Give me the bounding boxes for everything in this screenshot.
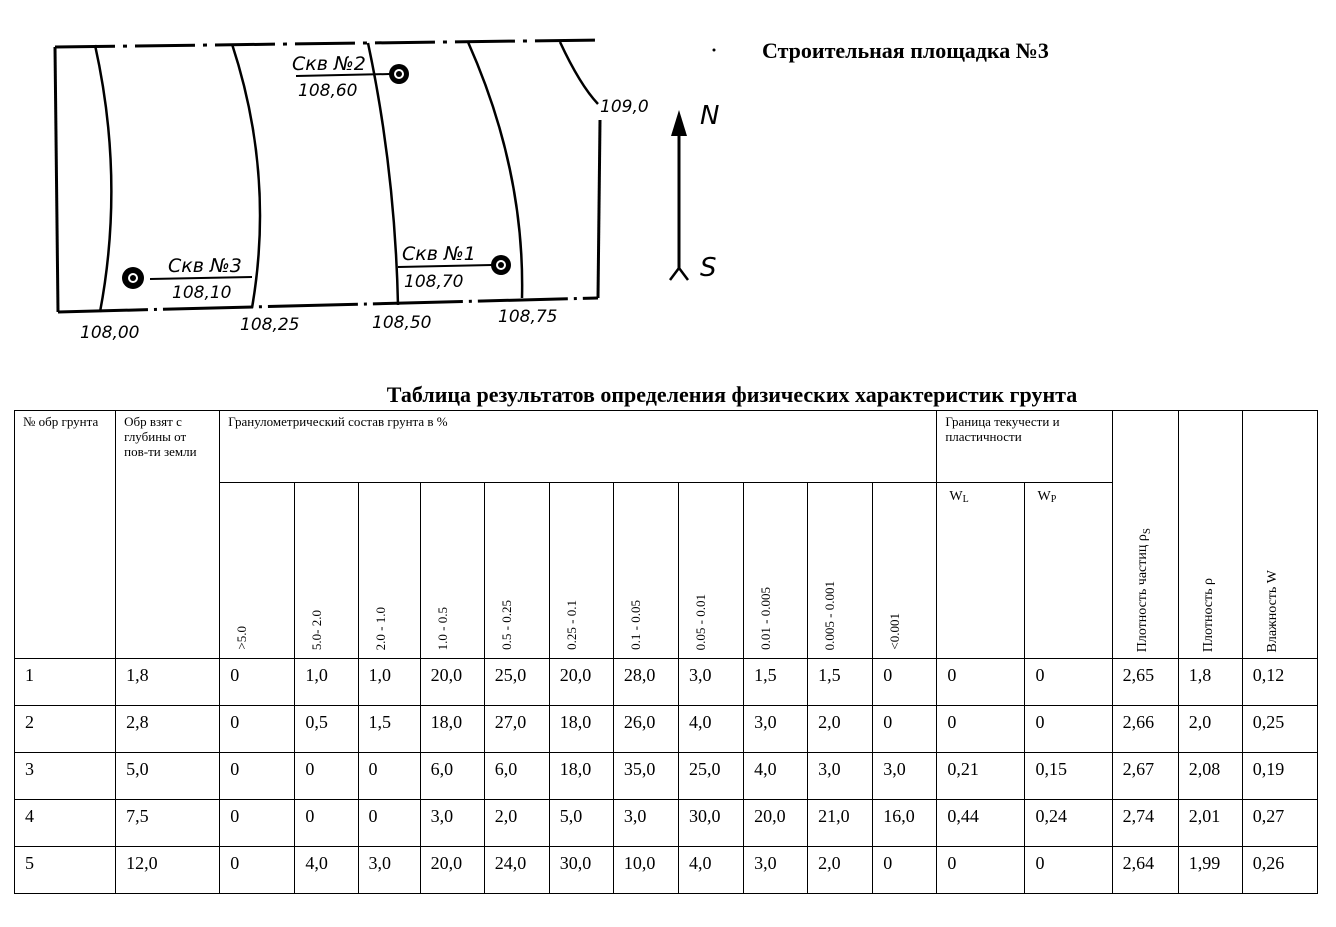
particle-density-sub: S xyxy=(1140,527,1153,534)
table-cell: 27,0 xyxy=(484,706,549,753)
table-cell: 2,0 xyxy=(808,706,873,753)
table-row xyxy=(15,659,1318,706)
table-cell: 1 xyxy=(15,659,116,706)
table-cell: 4 xyxy=(15,800,116,847)
table-cell: 18,0 xyxy=(420,706,484,753)
table-cell: 20,0 xyxy=(420,847,484,894)
table-cell: 1,8 xyxy=(116,659,220,706)
contour-108-00 xyxy=(95,45,111,312)
contour-label-108-00: 108,00 xyxy=(80,323,140,343)
table-cell: 4,0 xyxy=(678,706,743,753)
compass-south: S xyxy=(700,253,717,283)
table-cell: 21,0 xyxy=(808,800,873,847)
table-cell: 1,0 xyxy=(295,659,358,706)
plan-border-left xyxy=(55,47,58,312)
compass-north: N xyxy=(700,101,720,131)
fraction-header: 1.0 - 0.5 xyxy=(420,483,484,659)
density-label: Плотность ρ xyxy=(1200,577,1216,652)
table-cell: 3,0 xyxy=(873,753,937,800)
fraction-header: 0.1 - 0.05 xyxy=(613,483,678,659)
table-cell: 3,0 xyxy=(744,847,808,894)
table-cell: 2,8 xyxy=(116,706,220,753)
table-cell: 2,08 xyxy=(1178,753,1242,800)
borehole-1-name: Скв №1 xyxy=(402,243,476,265)
table-cell: 1,5 xyxy=(744,659,808,706)
table-cell: 1,8 xyxy=(1178,659,1242,706)
table-cell: 12,0 xyxy=(116,847,220,894)
table-cell: 6,0 xyxy=(484,753,549,800)
table-cell: 0,24 xyxy=(1025,800,1112,847)
table-cell: 30,0 xyxy=(549,847,613,894)
table-cell: 4,0 xyxy=(678,847,743,894)
table-cell: 18,0 xyxy=(549,706,613,753)
table-cell: 0,25 xyxy=(1242,706,1317,753)
table-cell: 0 xyxy=(937,847,1025,894)
table-cell: 5,0 xyxy=(116,753,220,800)
table-cell: 2,65 xyxy=(1112,659,1178,706)
fraction-header: 0.05 - 0.01 xyxy=(678,483,743,659)
table-cell: 0 xyxy=(1025,659,1112,706)
table-cell: 5 xyxy=(15,847,116,894)
table-cell: 0 xyxy=(358,800,420,847)
header-wp: $W_P$ xyxy=(1025,483,1112,659)
borehole-3-name: Скв №3 xyxy=(168,255,242,277)
contour-label-108-25: 108,25 xyxy=(240,315,300,335)
table-row xyxy=(15,847,1318,894)
fraction-header: 2.0 - 1.0 xyxy=(358,483,420,659)
table-row xyxy=(15,753,1318,800)
fraction-header: >5.0 xyxy=(220,483,295,659)
header-depth: Обр взят с глубины от пов-ти земли xyxy=(116,411,220,659)
table-cell: 0 xyxy=(220,706,295,753)
table-cell: 1,5 xyxy=(808,659,873,706)
contour-label-108-50: 108,50 xyxy=(372,313,432,333)
table-cell: 28,0 xyxy=(613,659,678,706)
table-cell: 35,0 xyxy=(613,753,678,800)
contour-label-109-0: 109,0 xyxy=(600,97,649,117)
header-moisture xyxy=(1242,411,1317,659)
fraction-header: 0.01 - 0.005 xyxy=(744,483,808,659)
compass-arrowhead xyxy=(671,110,687,136)
fraction-header: 5.0- 2.0 xyxy=(295,483,358,659)
table-cell: 2,01 xyxy=(1178,800,1242,847)
table-cell: 5,0 xyxy=(549,800,613,847)
table-cell: 6,0 xyxy=(420,753,484,800)
table-cell: 2,0 xyxy=(1178,706,1242,753)
table-cell: 26,0 xyxy=(613,706,678,753)
particle-density-label: Плотность частиц ρ xyxy=(1134,533,1150,652)
table-row xyxy=(15,706,1318,753)
header-particle-density xyxy=(1112,411,1178,659)
table-cell: 0 xyxy=(937,659,1025,706)
table-cell: 0,44 xyxy=(937,800,1025,847)
header-density xyxy=(1178,411,1242,659)
moisture-label: Влажность W xyxy=(1264,569,1280,652)
table-cell: 0 xyxy=(358,753,420,800)
table-cell: 2,0 xyxy=(484,800,549,847)
fraction-header: 0.25 - 0.1 xyxy=(549,483,613,659)
table-cell: 3,0 xyxy=(808,753,873,800)
table-cell: 20,0 xyxy=(420,659,484,706)
table-cell: 3,0 xyxy=(358,847,420,894)
table-cell: 2,74 xyxy=(1112,800,1178,847)
table-cell: 0,26 xyxy=(1242,847,1317,894)
table-cell: 0,27 xyxy=(1242,800,1317,847)
table-cell: 0 xyxy=(220,659,295,706)
table-cell: 0,19 xyxy=(1242,753,1317,800)
table-cell: 0 xyxy=(295,753,358,800)
table-cell: 2,0 xyxy=(808,847,873,894)
table-cell: 2,67 xyxy=(1112,753,1178,800)
table-cell: 0,15 xyxy=(1025,753,1112,800)
fraction-header: 0.5 - 0.25 xyxy=(484,483,549,659)
table-cell: 0 xyxy=(220,753,295,800)
table-cell: 10,0 xyxy=(613,847,678,894)
header-granulometry: Гранулометрический состав грунта в % xyxy=(220,411,937,483)
table-cell: 0 xyxy=(873,659,937,706)
table-cell: 3 xyxy=(15,753,116,800)
table-cell: 0,5 xyxy=(295,706,358,753)
table-cell: 2,66 xyxy=(1112,706,1178,753)
borehole-3-elevation: 108,10 xyxy=(172,283,232,303)
table-cell: 3,0 xyxy=(678,659,743,706)
soil-properties-table xyxy=(14,410,1318,894)
table-cell: 0 xyxy=(873,847,937,894)
table-cell: 20,0 xyxy=(549,659,613,706)
table-cell: 2 xyxy=(15,706,116,753)
contour-109-0 xyxy=(560,42,598,104)
table-cell: 0 xyxy=(1025,706,1112,753)
fraction-header: 0.005 - 0.001 xyxy=(808,483,873,659)
borehole-1-elevation: 108,70 xyxy=(404,272,464,292)
table-cell: 3,0 xyxy=(613,800,678,847)
borehole-2-name: Скв №2 xyxy=(292,53,366,75)
header-sample-no: № обр грунта xyxy=(15,411,116,659)
table-cell: 18,0 xyxy=(549,753,613,800)
table-cell: 7,5 xyxy=(116,800,220,847)
plan-border-right xyxy=(598,120,600,298)
table-body xyxy=(15,659,1318,894)
table-cell: 25,0 xyxy=(484,659,549,706)
table-cell: 1,99 xyxy=(1178,847,1242,894)
table-cell: 0 xyxy=(220,800,295,847)
table-cell: 3,0 xyxy=(420,800,484,847)
table-cell: 0 xyxy=(1025,847,1112,894)
table-cell: 16,0 xyxy=(873,800,937,847)
site-plan xyxy=(0,0,760,360)
table-row xyxy=(15,800,1318,847)
header-wl: $W_L$ xyxy=(937,483,1025,659)
table-cell: 30,0 xyxy=(678,800,743,847)
table-cell: 0 xyxy=(937,706,1025,753)
table-cell: 1,0 xyxy=(358,659,420,706)
header-limits: Граница текучести и пластичности xyxy=(937,411,1112,483)
contour-label-108-75: 108,75 xyxy=(498,307,558,327)
table-cell: 0,12 xyxy=(1242,659,1317,706)
table-cell: 4,0 xyxy=(295,847,358,894)
site-title: Строительная площадка №3 xyxy=(762,38,1049,63)
borehole-2-elevation: 108,60 xyxy=(298,81,358,101)
fraction-header: <0.001 xyxy=(873,483,937,659)
table-cell: 20,0 xyxy=(744,800,808,847)
table-cell: 3,0 xyxy=(744,706,808,753)
table-cell: 24,0 xyxy=(484,847,549,894)
table-title: Таблица результатов определения физических характеристик грунта xyxy=(386,382,1078,407)
plan-border-top xyxy=(55,40,600,47)
table-cell: 25,0 xyxy=(678,753,743,800)
table-cell: 4,0 xyxy=(744,753,808,800)
table-cell: 1,5 xyxy=(358,706,420,753)
table-cell: 2,64 xyxy=(1112,847,1178,894)
table-cell: 0 xyxy=(220,847,295,894)
table-cell: 0 xyxy=(873,706,937,753)
table-cell: 0,21 xyxy=(937,753,1025,800)
table-cell: 0 xyxy=(295,800,358,847)
